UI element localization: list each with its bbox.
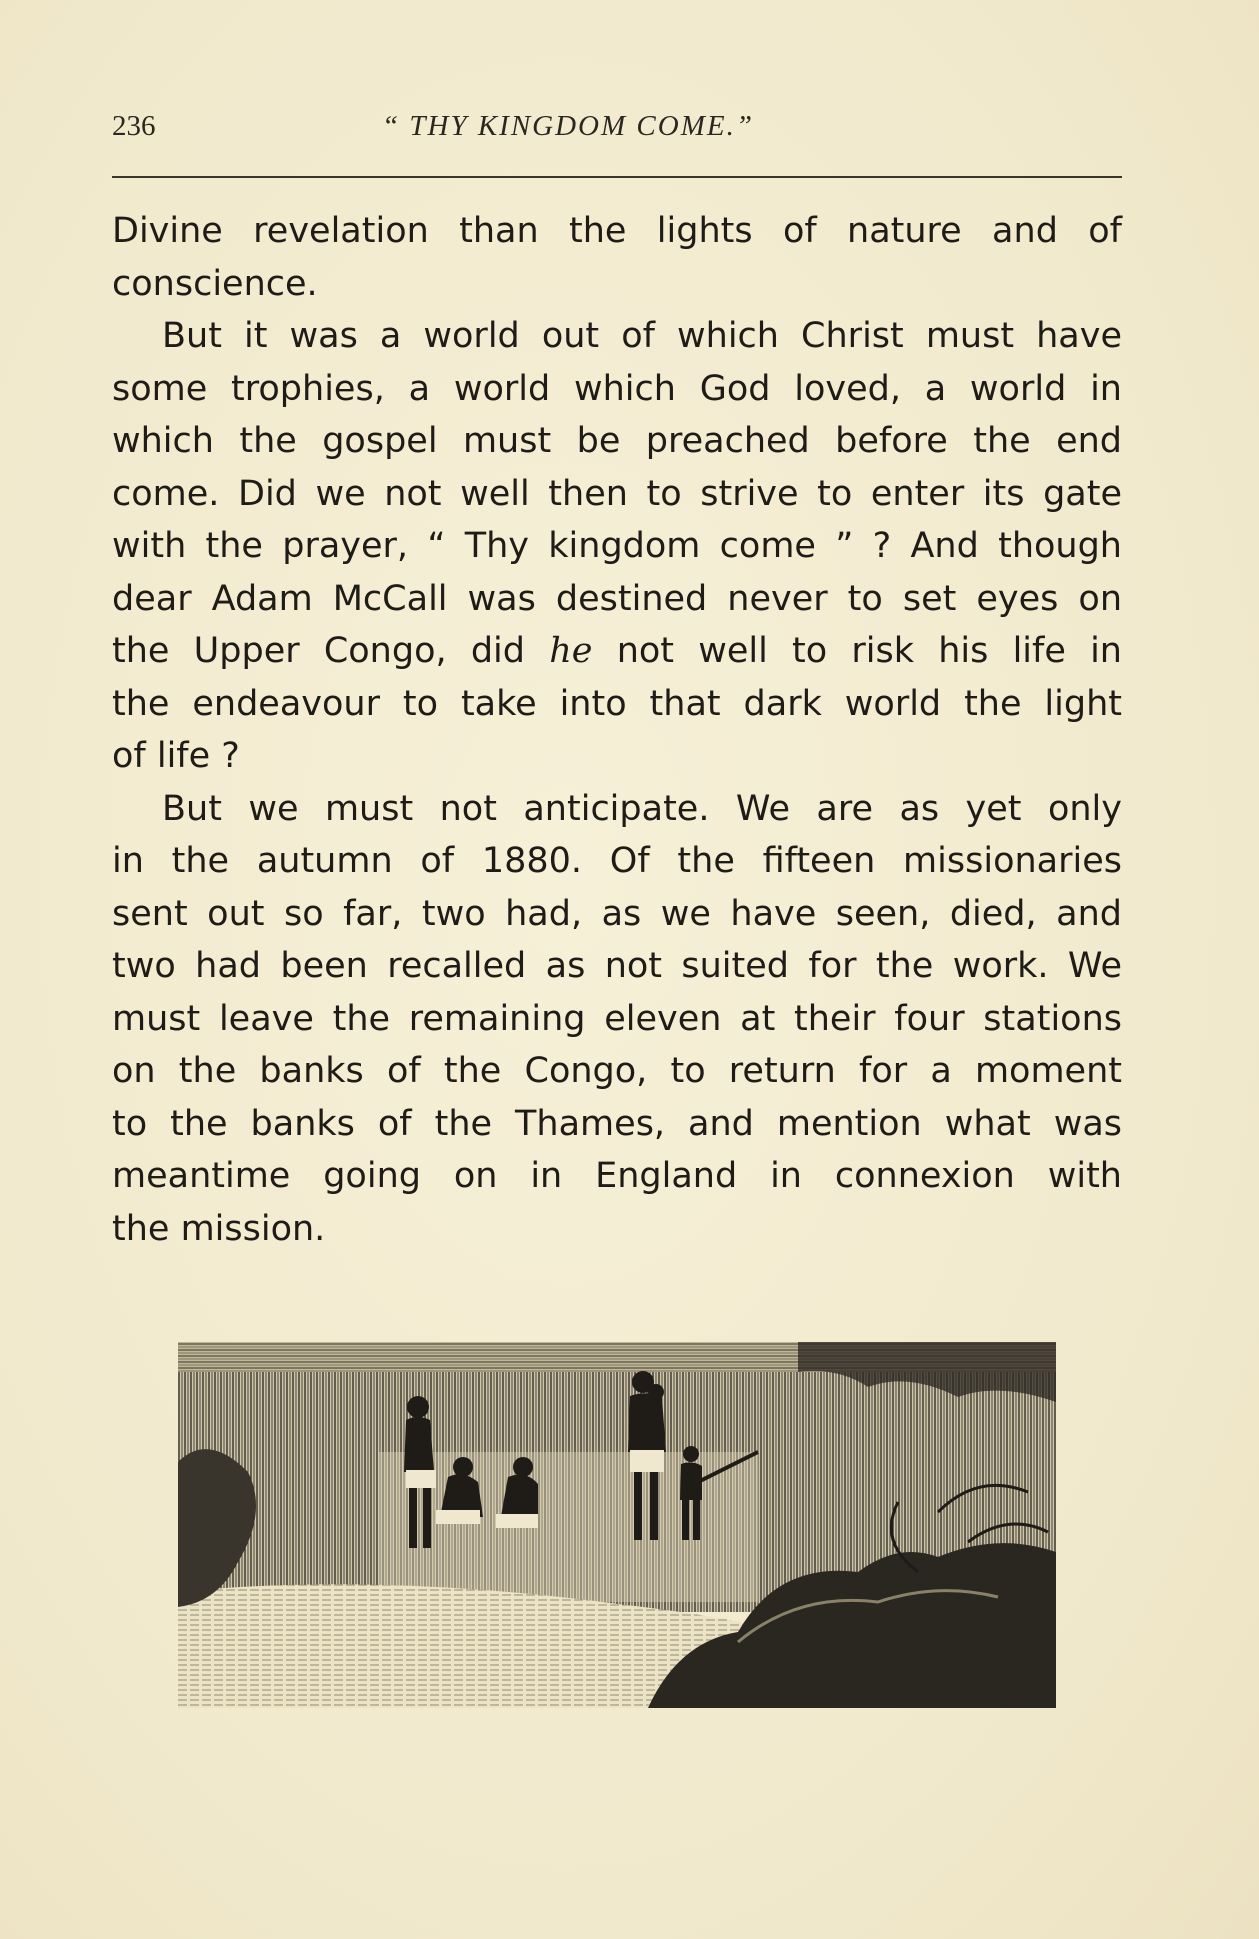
text-line: to the banks of the Thames, and mention what was <box>112 1103 1122 1144</box>
text-line: But we must not anticipate. We are as yet only <box>162 788 1122 829</box>
text-line: sent out so far, two had, as we have seen, died, and <box>112 893 1122 934</box>
page-header <box>112 104 1122 148</box>
text-segment: the Upper Congo, did <box>112 631 525 671</box>
text-segment: not well to risk his life in <box>616 631 1122 671</box>
running-title: “ THY KINGDOM COME.” <box>382 110 754 142</box>
page-number: 236 <box>112 110 156 142</box>
text-line: Divine revelation than the lights of nature and of <box>112 211 1122 251</box>
text-line: on the banks of the Congo, to return for a moment <box>112 1051 1122 1091</box>
text-line: some trophies, a world which God loved, a world in <box>112 368 1122 409</box>
text-line: meantime going on in England in connexion with <box>112 1156 1122 1196</box>
text-line: dear Adam McCall was destined never to set eyes on <box>112 578 1122 619</box>
body-text <box>112 205 1122 1255</box>
text-line: which the gospel must be preached before the end <box>112 421 1122 461</box>
text-line: with the prayer, “ Thy kingdom come ” ? And though <box>112 526 1122 566</box>
engraving-illustration <box>178 1342 1056 1708</box>
header-rule <box>112 176 1122 178</box>
text-line: come. Did we not well then to strive to enter its gate <box>112 473 1122 514</box>
text-line-with-italic <box>112 625 1122 678</box>
text-line: in the autumn of 1880. Of the fifteen missionaries <box>112 841 1122 881</box>
text-line: two had been recalled as not suited for the work. We <box>112 946 1122 986</box>
text-line: But it was a world out of which Christ must have <box>162 316 1122 356</box>
text-line: of life ? <box>112 736 240 776</box>
text-line: must leave the remaining eleven at their four stations <box>112 998 1122 1039</box>
text-line: the endeavour to take into that dark world the light <box>112 683 1122 724</box>
italic-word: he <box>549 631 593 671</box>
text-line: the mission. <box>112 1208 326 1249</box>
text-line: conscience. <box>112 263 318 304</box>
